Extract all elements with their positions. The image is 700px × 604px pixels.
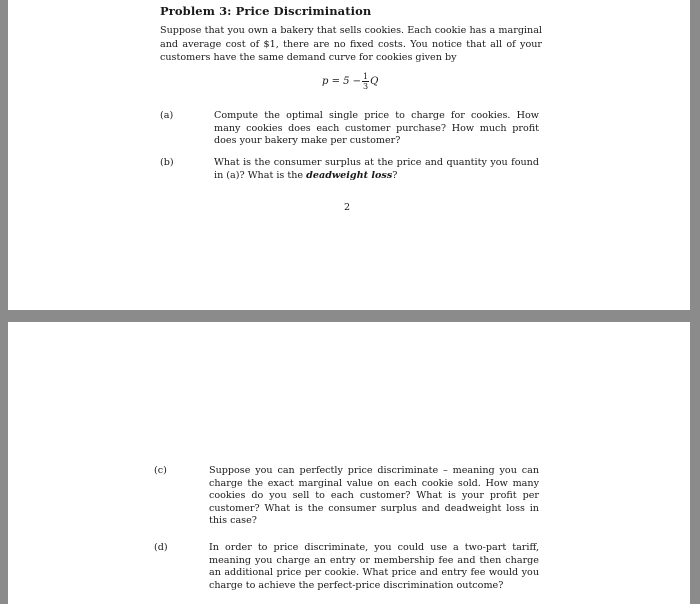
part-b-label: (b)	[160, 157, 174, 168]
part-a-text: Compute the optimal single price to charge for cookies. How many cookies does each customer purchase? How much profit does your bakery make per customer?	[214, 110, 539, 146]
part-d-text: In order to price discriminate, you could use a two-part tariff, meaning you charge an entry or membership fee and then charge an additional price per cookie. What price and entry fee would you charge to achieve the perfect-price discrimination outcome?	[209, 542, 539, 591]
part-a-label: (a)	[160, 110, 174, 121]
problem-intro: Suppose that you own a bakery that sells cookies. Each cookie has a marginal and average cost of $1, there are no fixed costs. You notice that all of your customers have the same demand curve for cookies given by	[160, 25, 542, 63]
problem-title: Problem 3: Price Discrimination	[160, 4, 372, 18]
page-2	[8, 322, 690, 604]
page-number: 2	[344, 202, 351, 213]
equation-variable: Q	[370, 76, 379, 87]
part-b-text-end: ?	[392, 169, 398, 181]
equation-lhs: p = 5 −	[322, 76, 362, 87]
demand-equation	[322, 72, 378, 91]
fraction-denominator: 3	[363, 82, 369, 91]
part-c-label: (c)	[154, 465, 167, 476]
part-d-label: (d)	[154, 542, 168, 553]
part-b-text-main: What is the consumer surplus at the price and quantity you found in (a)? What is the	[214, 157, 539, 181]
page-1	[8, 0, 690, 310]
part-b-emphasis: deadweight loss	[306, 169, 393, 181]
fraction-numerator: 1	[363, 72, 369, 81]
part-b-text	[214, 157, 539, 182]
equation-fraction	[362, 72, 369, 91]
part-c-text: Suppose you can perfectly price discriminate – meaning you can charge the exact marginal value on each cookie sold. How many cookies do you sell to each customer? What is your profit per customer? What is the consumer surplus and deadweight loss in this case?	[209, 465, 539, 526]
